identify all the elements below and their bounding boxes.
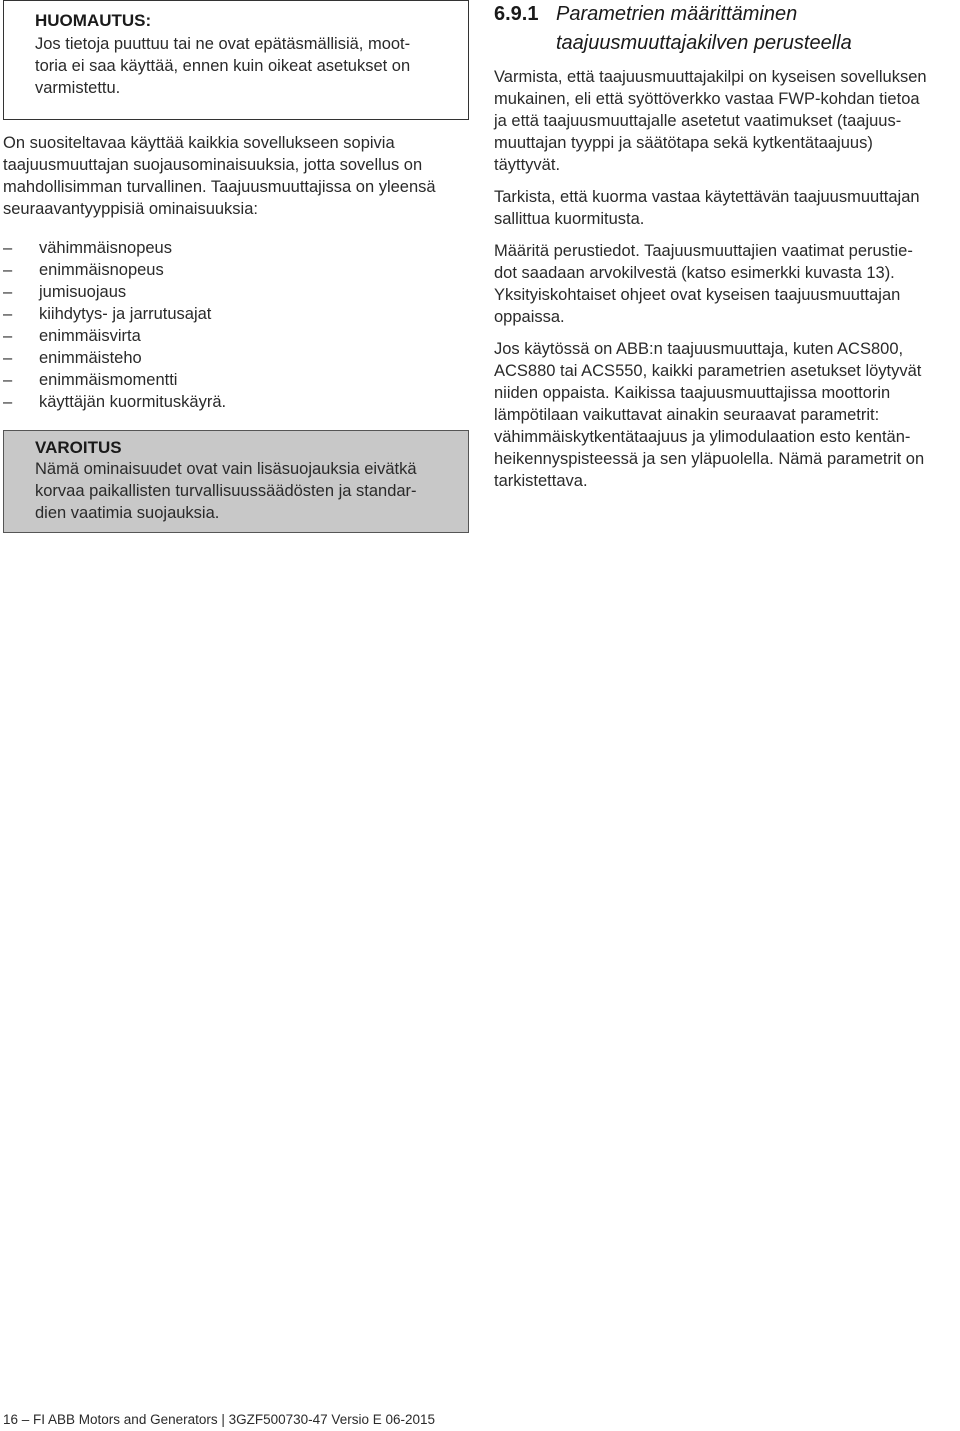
section-number: 6.9.1 (494, 3, 539, 25)
list-item: – enimmäisteho (3, 349, 142, 367)
left-column (3, 0, 467, 533)
list-item: – jumisuojaus (3, 283, 127, 301)
paragraph-abb-drives: Jos käytössä on ABB:n taajuusmuuttaja, kuten ACS800, ACS880 tai ACS550, kaikki parametrien asetukset löytyvät niiden oppaista. Kaikissa taajuusmuuttajissa moottorin lämpötilaan vaikuttavat ainakin seuraavat parametrit: vähimmäiskytkentätaajuus ja ylimodulaation esto kentän- heikennyspisteessä ja sen yläpuolella. Nämä parametrit on tarkistettava. (494, 340, 925, 490)
list-item: – vähimmäisnopeus (3, 239, 172, 257)
section-title: Parametrien määrittäminen taajuusmuuttajakilven perusteella (556, 3, 852, 54)
warning-title: VAROITUS (35, 438, 122, 457)
list-item: – enimmäisnopeus (3, 261, 164, 279)
warning-box (3, 430, 469, 533)
feature-list (3, 237, 467, 413)
warning-text: Nämä ominaisuudet ovat vain lisäsuojauksia eivätkä korvaa paikallisten turvallisuussäädösten ja standar- dien vaatimia suojauksia. (35, 460, 417, 522)
paragraph-basic-data: Määritä perustiedot. Taajuusmuuttajien vaatimat perustie- dot saadaan arvokilvestä (katso esimerkki kuvasta 13). Yksityiskohtaiset ohjeet ovat kyseisen taajuusmuuttajan oppaissa. (494, 242, 913, 326)
list-item: – käyttäjän kuormituskäyrä. (3, 393, 227, 411)
right-column (494, 0, 957, 492)
list-item: – enimmäismomentti (3, 371, 178, 389)
paragraph-nameplate: Varmista, että taajuusmuuttajakilpi on kyseisen sovelluksen mukainen, eli että syöttöverkko vastaa FWP-kohdan tietoa ja että taajuusmuuttajalle asetetut vaatimukset (taajuus- muuttajan tyyppi ja säätötapa sekä kytkentätaajuus) täyttyvät. (494, 68, 927, 174)
intro-paragraph: On suositeltavaa käyttää kaikkia sovellukseen sopivia taajuusmuuttajan suojausominaisuuksia, jotta sovellus on mahdollisimman turvallinen. Taajuusmuuttajissa on yleensä seuraavantyyppisiä ominaisuuksia: (3, 134, 436, 218)
list-item: – enimmäisvirta (3, 327, 141, 345)
notice-text: Jos tietoja puuttuu tai ne ovat epätäsmällisiä, moot- toria ei saa käyttää, ennen kuin oikeat asetukset on varmistettu. (35, 35, 411, 97)
page-footer: 16 – FI ABB Motors and Generators | 3GZF500730-47 Versio E 06-2015 (3, 1412, 435, 1427)
section-heading (494, 0, 957, 58)
notice-title: HUOMAUTUS: (35, 11, 152, 30)
list-item: – kiihdytys- ja jarrutusajat (3, 305, 212, 323)
paragraph-load: Tarkista, että kuorma vastaa käytettävän taajuusmuuttajan sallittua kuormitusta. (494, 188, 920, 228)
notice-box (3, 0, 469, 120)
